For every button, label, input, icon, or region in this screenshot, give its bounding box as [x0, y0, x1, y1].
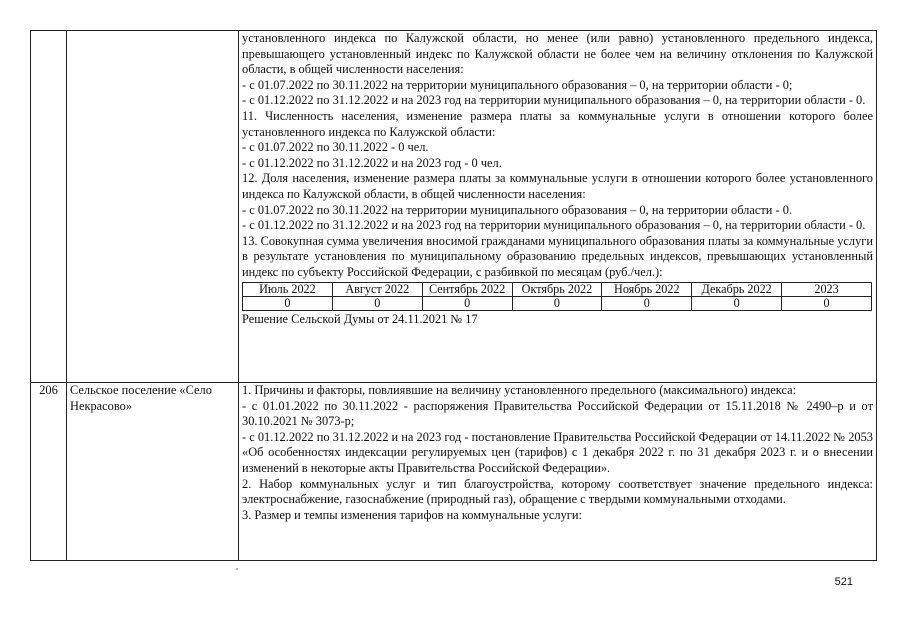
page-number: 521 — [834, 576, 853, 588]
scan-artifact — [236, 568, 238, 570]
info-cell — [239, 31, 877, 383]
municipality-cell — [67, 31, 239, 383]
paragraph: - с 01.12.2022 по 31.12.2022 и на 2023 год - 0 чел. — [242, 155, 502, 170]
month-header: Июль 2022 — [243, 282, 333, 296]
table-header-row — [243, 282, 872, 296]
paragraph: - с 01.07.2022 по 30.11.2022 на территории муниципального образования – 0, на территории области - 0. — [242, 202, 793, 217]
paragraph: 13. Совокупная сумма увеличения вносимой гражданами муниципального образования платы за коммунальные услуги в результате установления по муниципальному образованию предельных индексов, превышающих установленный индекс по субъекту Российской Федерации, с разбивкой по месяцам (руб./чел.): — [242, 233, 873, 279]
paragraph: 3. Размер и темпы изменения тарифов на коммунальные услуги: — [242, 507, 582, 522]
month-value: 0 — [692, 296, 782, 310]
month-value: 0 — [243, 296, 333, 310]
month-header: Август 2022 — [332, 282, 422, 296]
paragraph: - с 01.07.2022 по 30.11.2022 - 0 чел. — [242, 140, 429, 155]
info-cell — [239, 383, 877, 561]
paragraph: - с 01.12.2022 по 31.12.2022 и на 2023 год на территории муниципального образования – 0, на территории области - 0. — [242, 93, 866, 108]
month-header: Ноябрь 2022 — [602, 282, 692, 296]
municipality-cell: Сельское поселение «Село Некрасово» — [67, 383, 239, 561]
month-value: 0 — [332, 296, 422, 310]
month-header: Декабрь 2022 — [692, 282, 782, 296]
row-number-cell: 206 — [31, 383, 67, 561]
month-value: 0 — [602, 296, 692, 310]
paragraph: 2. Набор коммунальных услуг и тип благоустройства, которому соответствует значение предельного индекса: электроснабжение, газоснабжение (природный газ), обращение с твердыми коммунальными отходами. — [242, 476, 873, 507]
month-header: Октябрь 2022 — [512, 282, 602, 296]
month-header: 2023 — [782, 282, 872, 296]
paragraph: 12. Доля населения, изменение размера платы за коммунальные услуги в отношении которого более установленного индекса по Калужской области, в общей численности населения: — [242, 171, 873, 201]
paragraph: 1. Причины и факторы, повлиявшие на величину установленного предельного (максимального) индекса: — [242, 383, 797, 397]
table-row — [31, 383, 877, 561]
index-table — [30, 30, 877, 561]
month-value: 0 — [512, 296, 602, 310]
paragraph: установленного индекса по Калужской области, но менее (или равно) установленного предельного индекса, превышающего установленный индекс по Калужской области не более чем на величину отклонения по Калужской области, в общей численности населения: — [242, 31, 873, 77]
month-value: 0 — [422, 296, 512, 310]
paragraph: - с 01.12.2022 по 31.12.2022 и на 2023 год на территории муниципального образования – 0, на территории области - 0. — [242, 218, 866, 233]
row-number-cell — [31, 31, 67, 383]
paragraph: - с 01.07.2022 по 30.11.2022 на территории муниципального образования – 0, на территории области - 0; — [242, 77, 793, 92]
monthly-sum-table — [242, 282, 872, 311]
table-row — [31, 31, 877, 383]
month-value: 0 — [782, 296, 872, 310]
decision-reference: Решение Сельской Думы от 24.11.2021 № 17 — [242, 311, 478, 326]
paragraph: - с 01.01.2022 по 30.11.2022 - распоряжения Правительства Российской Федерации от 15.11.2018 № 2490–р и от 30.10.2021 № 3073-р; — [242, 398, 873, 429]
month-header: Сентябрь 2022 — [422, 282, 512, 296]
paragraph: 11. Численность населения, изменение размера платы за коммунальные услуги в отношении которого более установленного индекса по Калужской области: — [242, 108, 873, 139]
paragraph: - с 01.12.2022 по 31.12.2022 и на 2023 год - постановление Правительства Российской Федерации от 14.11.2022 № 2053 «Об особенностях индексации регулируемых цен (тарифов) с 1 декабря 2022 г. по 31 декабря 2023 г. и о внесении изменений в некоторые акты Правительства Российской Федерации». — [242, 429, 873, 475]
table-value-row — [243, 296, 872, 310]
